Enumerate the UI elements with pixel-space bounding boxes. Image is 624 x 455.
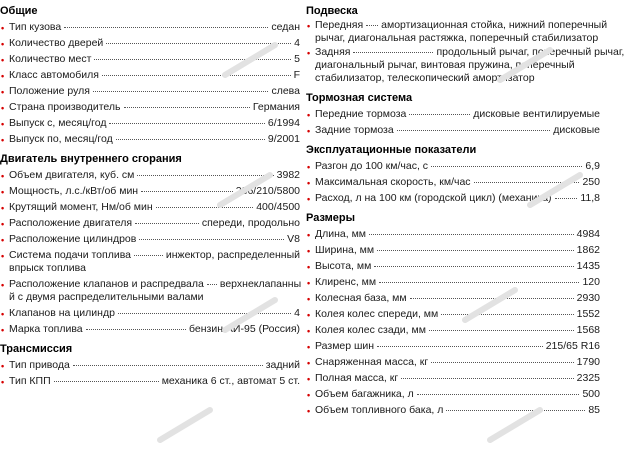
spec-label: Расположение цилиндров <box>9 233 137 245</box>
spec-value: 2930 <box>576 292 600 304</box>
spec-value: 4984 <box>576 228 600 240</box>
spec-row <box>306 308 600 321</box>
bullet-icon: • <box>1 377 5 387</box>
spec-value: дисковые <box>553 124 600 136</box>
bullet-icon: • <box>1 87 5 97</box>
bullet-icon: • <box>307 126 311 136</box>
spec-row <box>0 117 300 130</box>
spec-value-continuation: стабилизатор, телескопический амортизатор <box>315 72 535 84</box>
spec-label: Количество мест <box>9 53 92 65</box>
spec-label: Объем топливного бака, л <box>315 404 444 416</box>
section-title-suspension: Подвеска <box>306 5 358 17</box>
spec-label: Передняя <box>315 19 364 31</box>
spec-value: 250 <box>582 176 600 188</box>
spec-value: 1552 <box>576 308 600 320</box>
bullet-icon: • <box>1 309 5 319</box>
spec-value: 500 <box>582 388 600 400</box>
bullet-icon: • <box>1 219 5 229</box>
bullet-icon: • <box>307 246 311 256</box>
spec-value: 1862 <box>576 244 600 256</box>
bullet-icon: • <box>307 294 311 304</box>
spec-row <box>0 359 300 372</box>
bullet-icon: • <box>307 390 311 400</box>
spec-value-continuation: впрыск топлива <box>9 262 86 274</box>
spec-label: Расход, л на 100 км (городской цикл) (механика) <box>315 192 552 204</box>
bullet-icon: • <box>1 325 5 335</box>
bullet-icon: • <box>1 39 5 49</box>
bullet-icon: • <box>307 358 311 368</box>
spec-row <box>306 124 600 137</box>
spec-label: Количество дверей <box>9 37 104 49</box>
spec-value: 5 <box>294 53 300 65</box>
spec-label: Колесная база, мм <box>315 292 407 304</box>
spec-value: 2325 <box>576 372 600 384</box>
bullet-icon: • <box>307 194 311 204</box>
bullet-icon: • <box>307 178 311 188</box>
spec-label: Клиренс, мм <box>315 276 377 288</box>
spec-value: задний <box>265 359 300 371</box>
spec-value-continuation: рычаг, диагональная растяжка, поперечный стабилизатор <box>315 32 599 44</box>
spec-value: V8 <box>287 233 300 245</box>
spec-value: инжектор, распределенный <box>165 249 300 261</box>
spec-row <box>306 340 600 353</box>
spec-row <box>0 278 300 304</box>
spec-row <box>0 217 300 230</box>
spec-label: Колея колес сзади, мм <box>315 324 426 336</box>
spec-value: 215/65 R16 <box>545 340 600 352</box>
spec-row <box>306 160 600 173</box>
spec-label: Колея колес спереди, мм <box>315 308 439 320</box>
spec-value: F <box>293 69 300 81</box>
bullet-icon: • <box>1 361 5 371</box>
spec-value: 400/4500 <box>256 201 300 213</box>
section-title-performance: Эксплуатационные показатели <box>306 144 477 156</box>
spec-label: Мощность, л.с./кВт/об мин <box>9 185 139 197</box>
bullet-icon: • <box>307 278 311 288</box>
spec-label: Задняя <box>315 46 351 58</box>
spec-row <box>306 356 600 369</box>
spec-row <box>306 192 600 205</box>
bullet-icon: • <box>307 162 311 172</box>
bullet-icon: • <box>1 187 5 197</box>
section-title-general: Общие <box>0 5 38 17</box>
spec-value: бензин АИ-95 (Россия) <box>189 323 300 335</box>
spec-label: Клапанов на цилиндр <box>9 307 115 319</box>
spec-value-continuation: й с двумя распределительными валами <box>9 291 204 303</box>
spec-row <box>0 169 300 182</box>
spec-row <box>306 276 600 289</box>
spec-value: амортизационная стойка, нижний поперечный <box>381 19 608 31</box>
bullet-icon: • <box>1 103 5 113</box>
bullet-icon: • <box>1 71 5 81</box>
spec-row <box>306 244 600 257</box>
section-title-brakes: Тормозная система <box>306 92 413 104</box>
spec-label: Объем багажника, л <box>315 388 414 400</box>
left-column <box>0 0 300 388</box>
spec-value: Германия <box>252 101 300 113</box>
spec-value: 1790 <box>576 356 600 368</box>
spec-label: Система подачи топлива <box>9 249 131 261</box>
spec-label: Длина, мм <box>315 228 367 240</box>
spec-label: Крутящий момент, Нм/об мин <box>9 201 153 213</box>
spec-value: 3982 <box>276 169 300 181</box>
spec-row <box>0 233 300 246</box>
bullet-icon: • <box>307 406 311 416</box>
bullet-icon: • <box>307 374 311 384</box>
spec-label: Высота, мм <box>315 260 372 272</box>
bullet-icon: • <box>1 171 5 181</box>
bullet-icon: • <box>307 262 311 272</box>
spec-value-continuation: диагональный рычаг, винтовая пружина, поперечный <box>315 59 575 71</box>
bullet-icon: • <box>1 55 5 65</box>
section-title-transmission: Трансмиссия <box>0 343 73 355</box>
spec-label: Ширина, мм <box>315 244 375 256</box>
spec-label: Выпуск по, месяц/год <box>9 133 113 145</box>
spec-value: 4 <box>294 307 300 319</box>
spec-row <box>306 324 600 337</box>
spec-value: 9/2001 <box>267 133 300 145</box>
spec-label: Объем двигателя, куб. см <box>9 169 135 181</box>
spec-value: спереди, продольно <box>201 217 300 229</box>
spec-row <box>0 375 300 388</box>
spec-label: Положение руля <box>9 85 90 97</box>
bullet-icon: • <box>1 251 5 261</box>
spec-row <box>306 260 600 273</box>
spec-value: 6,9 <box>585 160 600 172</box>
spec-row <box>0 323 300 336</box>
spec-row <box>0 201 300 214</box>
spec-value: 286/210/5800 <box>235 185 300 197</box>
spec-label: Тип КПП <box>9 375 51 387</box>
spec-value: верхнеклапанны <box>219 278 302 290</box>
spec-row <box>306 404 600 417</box>
spec-value: 1435 <box>576 260 600 272</box>
spec-value: 120 <box>582 276 600 288</box>
bullet-icon: • <box>1 235 5 245</box>
bullet-icon: • <box>1 135 5 145</box>
spec-label: Полная масса, кг <box>315 372 399 384</box>
right-column <box>306 0 624 417</box>
spec-label: Класс автомобиля <box>9 69 99 81</box>
bullet-icon: • <box>1 280 5 290</box>
spec-label: Выпуск с, месяц/год <box>9 117 107 129</box>
spec-label: Размер шин <box>315 340 375 352</box>
spec-value: слева <box>271 85 300 97</box>
section-title-dimensions: Размеры <box>306 212 356 224</box>
bullet-icon: • <box>1 203 5 213</box>
spec-row <box>0 37 300 50</box>
spec-label: Страна производитель <box>9 101 121 113</box>
spec-label: Задние тормоза <box>315 124 394 136</box>
spec-label: Тип кузова <box>9 21 62 33</box>
bullet-icon: • <box>307 110 311 120</box>
spec-row <box>306 292 600 305</box>
bullet-icon: • <box>307 48 311 58</box>
spec-value: 85 <box>588 404 600 416</box>
bullet-icon: • <box>1 23 5 33</box>
bullet-icon: • <box>307 342 311 352</box>
spec-value: седан <box>271 21 300 33</box>
spec-row <box>0 133 300 146</box>
spec-label: Расположение двигателя <box>9 217 133 229</box>
spec-value: механика 6 ст., автомат 5 ст. <box>161 375 300 387</box>
spec-row <box>0 85 300 98</box>
spec-row <box>306 176 600 189</box>
spec-row <box>306 19 608 45</box>
bullet-icon: • <box>307 310 311 320</box>
spec-label: Марка топлива <box>9 323 83 335</box>
spec-label: Расположение клапанов и распредвала <box>9 278 204 290</box>
spec-value: дисковые вентилируемые <box>473 108 600 120</box>
spec-row <box>306 108 600 121</box>
spec-row <box>0 249 300 275</box>
spec-value: 6/1994 <box>267 117 300 129</box>
spec-label: Максимальная скорость, км/час <box>315 176 471 188</box>
spec-row <box>0 185 300 198</box>
spec-value: 4 <box>294 37 300 49</box>
spec-label: Тип привода <box>9 359 70 371</box>
spec-label: Передние тормоза <box>315 108 407 120</box>
spec-row <box>0 69 300 82</box>
spec-value: 1568 <box>576 324 600 336</box>
spec-row <box>306 46 624 85</box>
bullet-icon: • <box>1 119 5 129</box>
spec-row <box>0 101 300 114</box>
spec-row <box>306 372 600 385</box>
spec-row <box>0 21 300 34</box>
spec-value: 11,8 <box>580 192 600 204</box>
bullet-icon: • <box>307 230 311 240</box>
spec-row <box>0 53 300 66</box>
spec-row <box>306 388 600 401</box>
bullet-icon: • <box>307 326 311 336</box>
section-title-engine: Двигатель внутреннего сгорания <box>0 153 182 165</box>
spec-value: продольный рычаг, поперечный рычаг, <box>436 46 624 58</box>
bullet-icon: • <box>307 21 311 31</box>
spec-label: Разгон до 100 км/час, с <box>315 160 429 172</box>
spec-row <box>306 228 600 241</box>
spec-row <box>0 307 300 320</box>
spec-label: Снаряженная масса, кг <box>315 356 429 368</box>
